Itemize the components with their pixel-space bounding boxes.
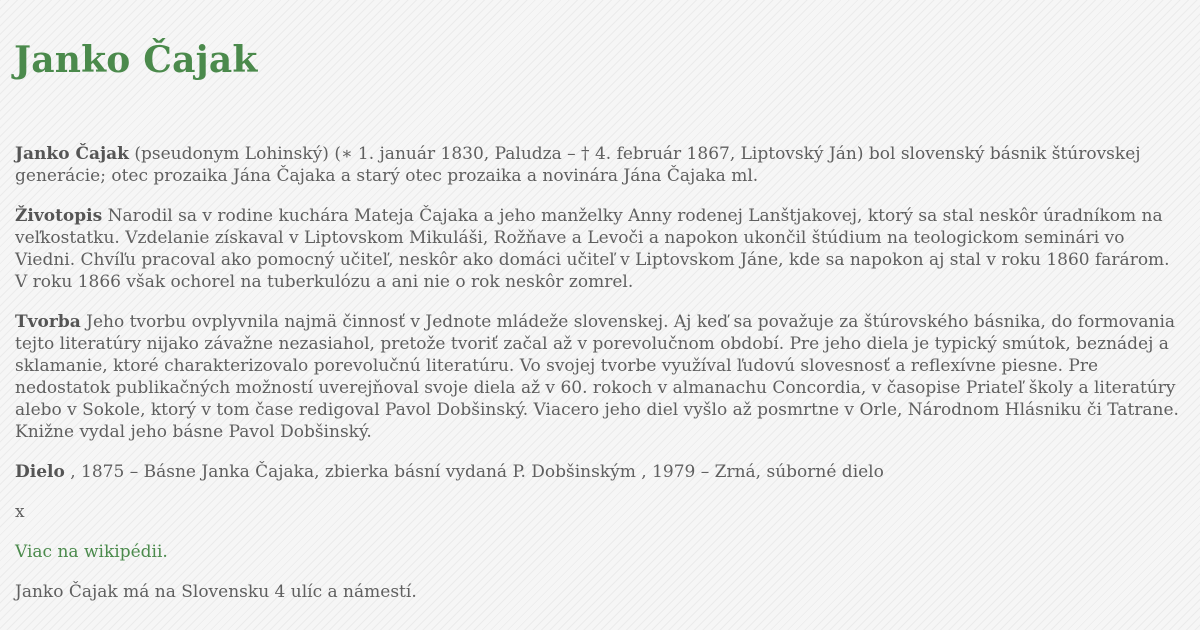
dielo-text: , 1875 – Básne Janka Čajaka, zbierka básní vydaná P. Dobšinským , 1979 – Zrná, súborné dielo (64, 462, 884, 482)
wikipedia-link[interactable]: Viac na wikipédii. (15, 542, 168, 562)
tvorba-paragraph (15, 311, 1185, 443)
tvorba-text: Jeho tvorbu ovplyvnila najmä činnosť v Jednote mládeže slovenskej. Aj keď sa považuje za štúrovského básnika, do formovania tejto literatúry nijako závažne nezasiahol, pretože tvoriť začal až v porevolučnom období. Pre jeho diela je typický smútok, beznádej a sklamanie, ktoré charakterizovalo porevolučnú literatúru. Vo svojej tvorbe využíval ľudovú slovesnosť a reflexívne piesne. Pre nedostatok publikačných možností uverejňoval svoje diela až v 60. rokoch v almanachu Concordia, v časopise Priateľ školy a literatúry alebo v Sokole, ktorý v tom čase redigoval Pavol Dobšinský. Viacero jeho diel vyšlo až posmrtne v Orle, Národnom Hlásniku či Tatrane. Knižne vydal jeho básne Pavol Dobšinský. (15, 312, 1179, 442)
zivotopis-heading: Životopis (15, 206, 103, 226)
wiki-paragraph (15, 541, 1185, 563)
dielo-heading: Dielo (15, 462, 65, 482)
intro-paragraph (15, 143, 1185, 187)
tvorba-heading: Tvorba (15, 312, 81, 332)
dielo-paragraph (15, 461, 1185, 483)
intro-text: (pseudonym Lohinský) (∗ 1. január 1830, Paludza – † 4. február 1867, Liptovský Ján) bol slovenský básnik štúrovskej generácie; otec prozaika Jána Čajaka a starý otec prozaika a novinára Jána Čajaka ml. (15, 144, 1141, 186)
x-paragraph: x (15, 502, 25, 522)
zivotopis-text: Narodil sa v rodine kuchára Mateja Čajaka a jeho manželky Anny rodenej Lanštjakovej, ktorý sa stal neskôr úradníkom na veľkostatku. Vzdelanie získaval v Liptovskom Mikuláši, Rožňave a Levoči a napokon ukončil štúdium na teologickom seminári vo Viedni. Chvíľu pracoval ako pomocný učiteľ, neskôr ako domáci učiteľ v Liptovskom Jáne, kde sa napokon aj stal v roku 1860 farárom. V roku 1866 však ochorel na tuberkulózu a ani nie o rok neskôr zomrel. (15, 206, 1170, 292)
intro-name: Janko Čajak (15, 144, 129, 164)
streets-paragraph: Janko Čajak má na Slovensku 4 ulíc a námestí. (15, 582, 417, 602)
zivotopis-paragraph (15, 205, 1185, 293)
page-title: Janko Čajak (14, 39, 258, 81)
article-content (15, 143, 1185, 621)
